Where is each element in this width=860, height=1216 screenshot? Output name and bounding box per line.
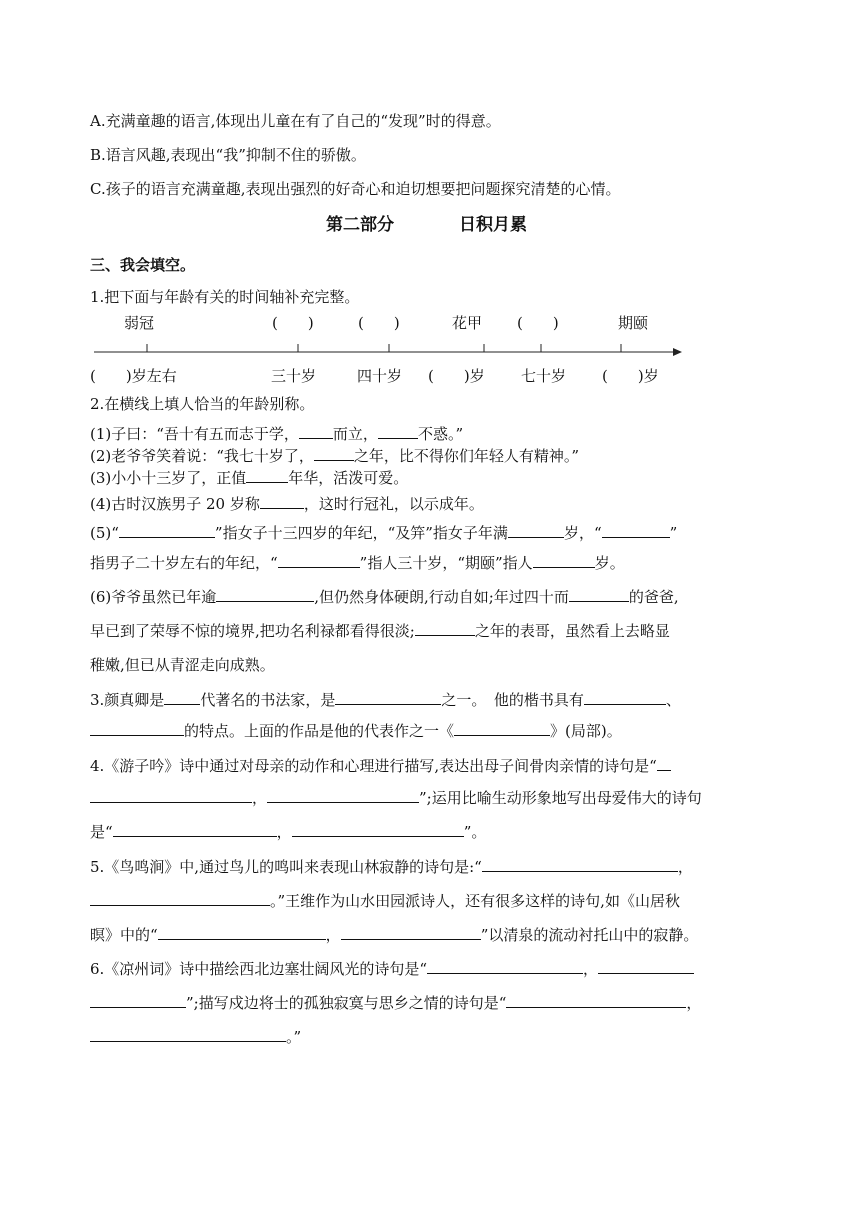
timeline-top-6: 期颐 (618, 314, 649, 332)
timeline-bottom-3: 四十岁 (357, 367, 403, 385)
q5-line-2: 。”王维作为山水田园派诗人，还有很多这样的诗句,如《山居秋 (90, 891, 680, 911)
answer-blank[interactable] (90, 788, 252, 803)
answer-blank[interactable] (90, 993, 186, 1008)
q6-line-2: ”;描写戍边将士的孤独寂寞与思乡之情的诗句是“ ， (90, 993, 701, 1013)
answer-blank[interactable] (267, 788, 419, 803)
timeline-bottom-5: 七十岁 (521, 367, 567, 385)
answer-blank[interactable] (260, 494, 304, 509)
answer-blank[interactable] (299, 424, 333, 439)
answer-blank[interactable] (90, 891, 270, 906)
q6-line-1: 6.《凉州词》诗中描绘西北边塞壮阔风光的诗句是“ ， (90, 959, 694, 979)
q4-line-3: 是“ ， ”。 (90, 823, 487, 841)
section-heading: 三、我会填空。 (90, 256, 196, 274)
answer-blank[interactable] (508, 523, 564, 538)
q2-sentence-6c: 稚嫩,但已从青涩走向成熟。 (90, 656, 275, 674)
q2-sentence-5a: (5)“ ”指女子十三四岁的年纪，“及笄”指女子年满 岁，“ ” (90, 524, 678, 542)
answer-blank[interactable] (335, 690, 441, 705)
answer-blank[interactable] (90, 721, 184, 736)
answer-blank[interactable] (278, 553, 360, 568)
q5-line-3: 暝》中的“ ， ”以清泉的流动衬托山中的寂静。 (90, 926, 699, 944)
answer-blank[interactable] (216, 587, 314, 602)
answer-blank[interactable] (657, 756, 671, 771)
answer-blank[interactable] (314, 446, 354, 461)
timeline-axis (90, 336, 690, 360)
answer-blank[interactable] (378, 424, 418, 439)
q6-line-3: 。” (90, 1027, 301, 1047)
option-c: C.孩子的语言充满童趣,表现出强烈的好奇心和迫切想要把问题探究清楚的心情。 (90, 180, 621, 198)
timeline-bottom-2: 三十岁 (271, 367, 317, 385)
q4-line-1: 4.《游子吟》诗中通过对母亲的动作和心理进行描写,表达出母子间骨肉亲情的诗句是“ (90, 756, 671, 776)
answer-blank[interactable] (584, 690, 666, 705)
timeline-top-4: 花甲 (452, 314, 483, 332)
timeline-top-5: ( ) (517, 314, 559, 332)
part-title-left: 第二部分 (326, 215, 394, 235)
timeline-bottom-4: ( )岁 (428, 367, 485, 385)
q2-sentence-4: (4)古时汉族男子 20 岁称 ，这时行冠礼，以示成年。 (90, 495, 484, 513)
q1-prompt: 1.把下面与年龄有关的时间轴补充完整。 (90, 288, 360, 306)
answer-blank[interactable] (533, 553, 595, 568)
answer-blank[interactable] (119, 523, 215, 538)
q2-sentence-1: (1)子曰：“吾十有五而志于学， 而立， 不惑。” (90, 425, 464, 443)
answer-blank[interactable] (602, 523, 670, 538)
answer-blank[interactable] (598, 959, 694, 974)
q3-line-1: 3.颜真卿是 代著名的书法家，是 之一。 他的楷书具有 、 (90, 691, 681, 709)
timeline-top-2: ( ) (272, 314, 314, 332)
timeline-bottom-6: ( )岁 (602, 367, 659, 385)
answer-blank[interactable] (506, 993, 686, 1008)
answer-blank[interactable] (158, 925, 326, 940)
answer-blank[interactable] (292, 822, 464, 837)
q2-sentence-5b: 指男子二十岁左右的年纪，“ ”指人三十岁，“期颐”指人 岁。 (90, 554, 625, 572)
timeline-top-3: ( ) (358, 314, 400, 332)
option-a: A.充满童趣的语言,体现出儿童在有了自己的“发现”时的得意。 (90, 112, 501, 130)
q2-sentence-6b: 早已到了荣辱不惊的境界,把功名利禄都看得很淡; 之年的表哥，虽然看上去略显 (90, 622, 670, 640)
answer-blank[interactable] (415, 621, 475, 636)
option-b: B.语言风趣,表现出“我”抑制不住的骄傲。 (90, 146, 366, 164)
answer-blank[interactable] (427, 959, 583, 974)
timeline-bottom-1: ( )岁左右 (90, 367, 177, 385)
q4-line-2: ， ”;运用比喻生动形象地写出母爱伟大的诗句 (90, 788, 702, 808)
answer-blank[interactable] (90, 1027, 286, 1042)
answer-blank[interactable] (482, 857, 678, 872)
q2-sentence-3: (3)小小十三岁了，正值 年华，活泼可爱。 (90, 469, 409, 487)
q2-sentence-6a: (6)爷爷虽然已年逾 ,但仍然身体硬朗,行动自如;年过四十而 的爸爸, (90, 588, 679, 606)
answer-blank[interactable] (341, 925, 481, 940)
q3-line-2: 的特点。上面的作品是他的代表作之一《 》(局部)。 (90, 721, 622, 741)
answer-blank[interactable] (246, 468, 288, 483)
part-title-right: 日积月累 (459, 215, 527, 235)
q2-prompt: 2.在横线上填人恰当的年龄别称。 (90, 395, 315, 413)
answer-blank[interactable] (569, 587, 629, 602)
q5-line-1: 5.《鸟鸣涧》中,通过鸟儿的鸣叫来表现山林寂静的诗句是:“ ， (90, 858, 693, 876)
answer-blank[interactable] (113, 822, 277, 837)
answer-blank[interactable] (164, 690, 200, 705)
answer-blank[interactable] (454, 721, 550, 736)
q2-sentence-2: (2)老爷爷笑着说：“我七十岁了， 之年，比不得你们年轻人有精神。” (90, 447, 580, 465)
timeline-top-1: 弱冠 (124, 314, 155, 332)
